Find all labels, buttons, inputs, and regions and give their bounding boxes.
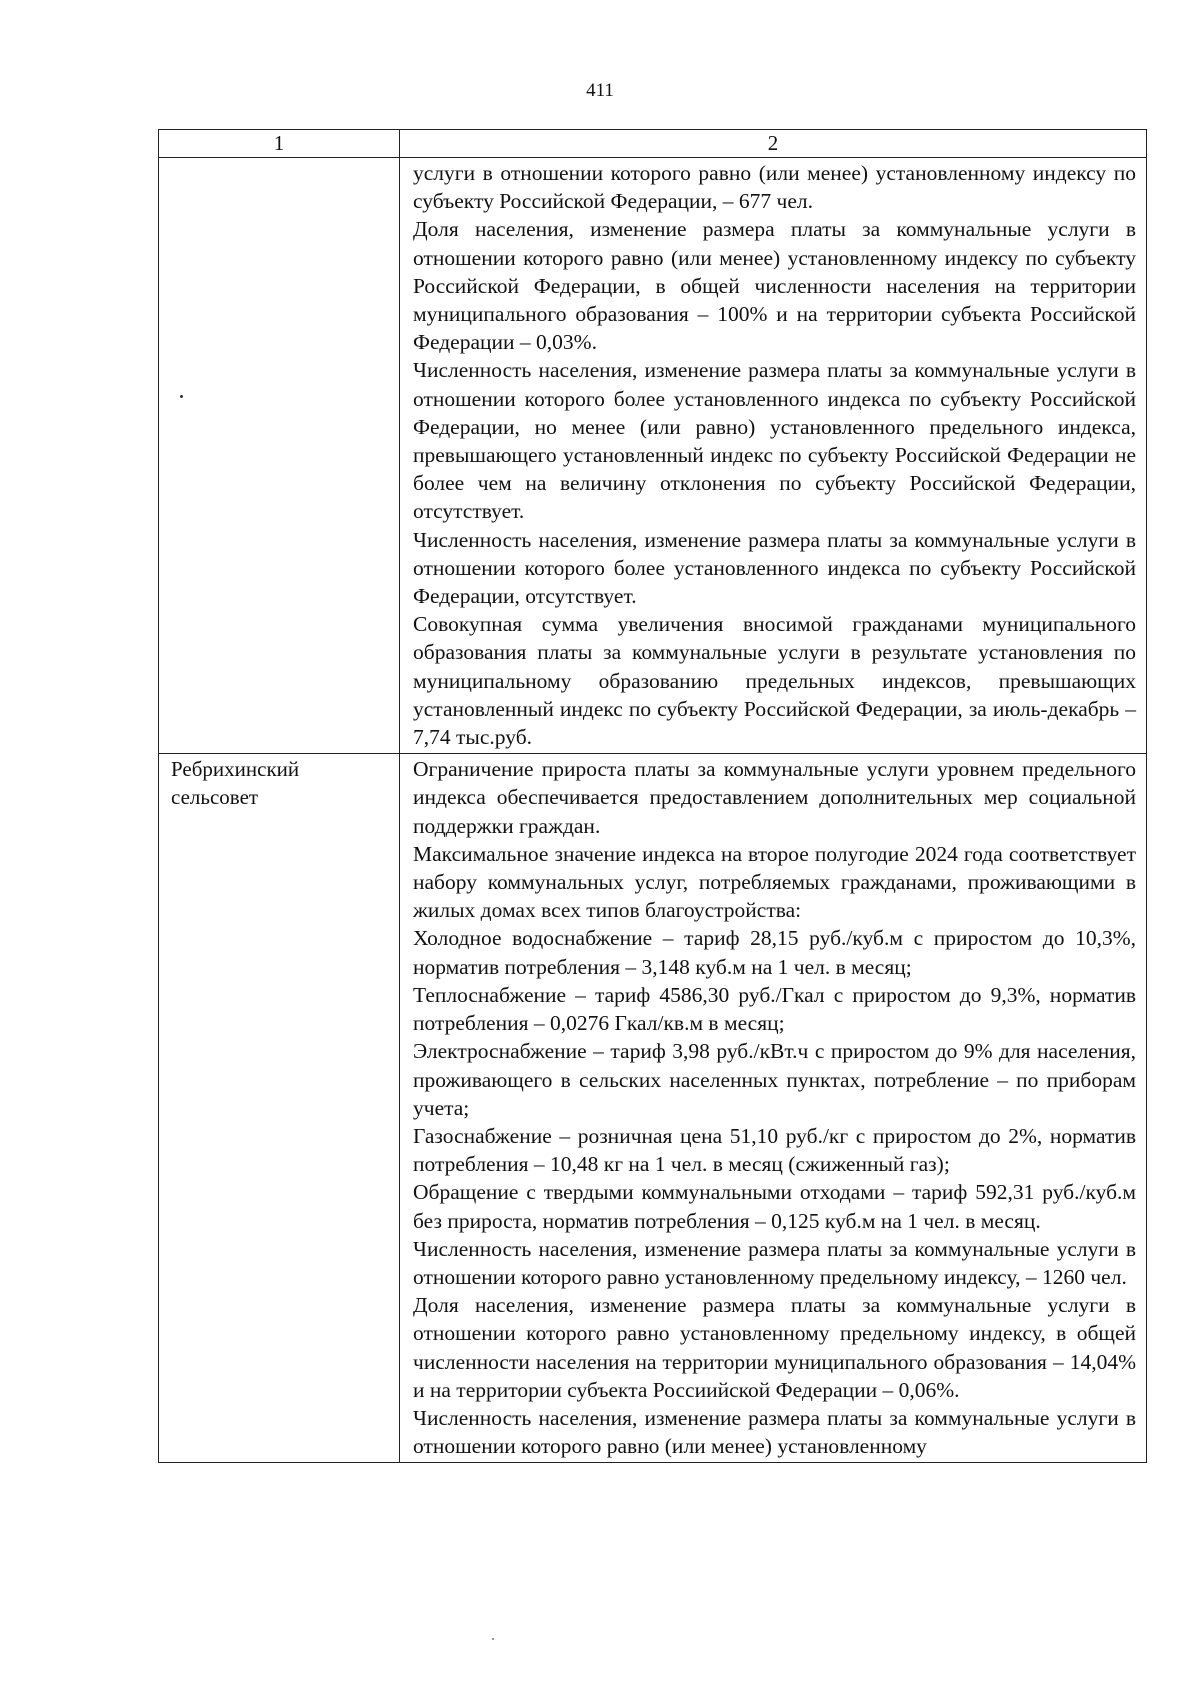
paragraph: Теплоснабжение – тариф 4586,30 руб./Гкал с приростом до 9,3%, норматив потребления – 0,0276 Гкал/кв.м в месяц;: [413, 982, 1136, 1036]
paragraph: Максимальное значение индекса на второе полугодие 2024 года соответствует набору коммунальных услуг, потребляемых гражданами, проживающими в жилых домах всех типов благоустройства:: [413, 841, 1136, 923]
paragraph: Численность населения, изменение размера платы за коммунальные услуги в отношении которого более установленного индекса по субъекту Российской Федерации, но менее (или равно) установленного предельного индекса, превышающего установленный индекс по субъекту Российской Федерации не более чем на величину отклонения по субъекту Российской Федерации, отсутствует.: [413, 358, 1136, 524]
table-row: [159, 158, 1147, 754]
municipality-name-cell: Ребрихинский сельсовет: [159, 754, 400, 1463]
scan-dot-mark: [492, 1638, 494, 1640]
paragraph: Обращение с твердыми коммунальными отходами – тариф 592,31 руб./куб.м без прироста, норматив потребления – 0,125 куб.м на 1 чел. в месяц.: [413, 1180, 1136, 1233]
paragraph: Численность населения, изменение размера платы за коммунальные услуги в отношении которого равно (или менее) установленному: [413, 1405, 1136, 1459]
paragraph: Численность населения, изменение размера платы за коммунальные услуги в отношении которого более установленного индекса по субъекту Российской Федерации, отсутствует.: [413, 527, 1136, 609]
table-row: [159, 754, 1147, 1463]
paragraph: Ограничение прироста платы за коммунальные услуги уровнем предельного индекса обеспечивается предоставлением дополнительных мер социальной поддержки граждан.: [413, 757, 1136, 838]
description-cell: [400, 158, 1147, 754]
table-header-col-1: 1: [159, 130, 400, 158]
document-table: [158, 129, 1147, 1463]
paragraph: Численность населения, изменение размера платы за коммунальные услуги в отношении которого равно установленному предельному индексу, – 1260 чел.: [413, 1236, 1136, 1289]
paragraph: Холодное водоснабжение – тариф 28,15 руб./куб.м с приростом до 10,3%, норматив потребления – 3,148 куб.м на 1 чел. в месяц;: [413, 926, 1136, 979]
page-number: 411: [586, 80, 614, 101]
table-header-row: [159, 130, 1147, 158]
municipality-name-cell: [159, 158, 400, 754]
paragraph: Газоснабжение – розничная цена 51,10 руб./кг с приростом до 2%, норматив потребления – 10,48 кг на 1 чел. в месяц (сжиженный газ);: [413, 1123, 1136, 1177]
paragraph: Доля населения, изменение размера платы за коммунальные услуги в отношении которого равно (или менее) установленному индексу по субъекту Российской Федерации, в общей численности населения на территории муниципального образования – 100% и на территории субъекта Российской Федерации – 0,03%.: [413, 217, 1136, 355]
paragraph: Доля населения, изменение размера платы за коммунальные услуги в отношении которого равно установленному предельному индексу, в общей численности населения на территории муниципального образования – 14,04% и на территории субъекта Россиийской Федерации – 0,06%.: [413, 1293, 1136, 1402]
paragraph: Совокупная сумма увеличения вносимой гражданами муниципального образования платы за коммунальные услуги в результате установления по муниципальному образованию предельных индексов, превышающих установленный индекс по субъекту Российской Федерации, за июль-декабрь – 7,74 тыс.руб.: [413, 612, 1136, 750]
table-header-col-2: 2: [400, 130, 1147, 158]
paragraph: услуги в отношении которого равно (или менее) установленному индексу по субъекту Российской Федерации, – 677 чел.: [413, 161, 1136, 214]
paragraph: Электроснабжение – тариф 3,98 руб./кВт.ч с приростом до 9% для населения, проживающего в сельских населенных пунктах, потребление – по приборам учета;: [413, 1039, 1136, 1120]
description-cell: [400, 754, 1147, 1463]
